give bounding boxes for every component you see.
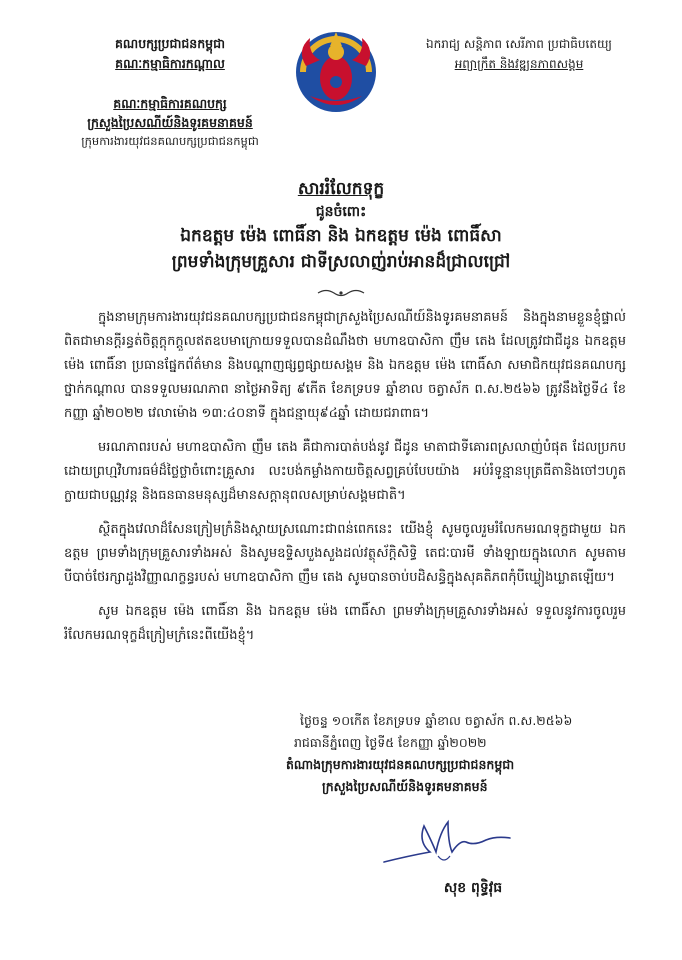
on-behalf-line: តំណាងក្រុមការងារយុវជនគណបក្សប្រជាជនកម្ពុជា: [286, 757, 515, 772]
central-committee: គណៈកម្មាធិការកណ្តាល: [115, 56, 225, 71]
paragraph-1: ក្នុងនាមក្រុមការងារយុវជនគណបក្សប្រជាជនកម្ពុជាក្រសួងប្រៃសណីយ៍និងទូរគមនាគមន៍ និងក្នុងនាមខ្លួនខ្ញុំផ្ទាល់ ពិតជាមានក្តីរន្ធត់ចិត្តក្តុកក្តួលឥតឧបមាក្រោយទទួលបានដំណឹងថា មហាឧបាសិកា ញឹម តេង ដែលត្រូវជាជីដូន ឯកឧត្តម ម៉េង ពោធិ៍នា ប្រធានផ្នែកព័ត៌មាន និងបណ្តាញផ្សព្វផ្សាយសង្គម និង ឯកឧត្តម ម៉េង ពោធិ៍សា សមាជិកយុវជនគណបក្សថ្នាក់កណ្តាល បានទទួលមរណភាព នាថ្ងៃអាទិត្យ ៩កើត ខែភទ្របទ ឆ្នាំខាល ចត្វាស័ក ព.ស.២៥៦៦ ត្រូវនឹងថ្ងៃទី៤ ខែកញ្ញា ឆ្នាំ២០២២ វេលាម៉ោង ១៣:៤០នាទី ក្នុងជន្មាយុ៩៤ឆ្នាំ ដោយជរាពាធ។: [64, 310, 626, 421]
department-block: [50, 94, 290, 151]
motto-line-1: ឯករាជ្យ សន្តិភាព សេរីភាព ប្រជាធិបតេយ្យ: [426, 37, 612, 51]
signature-stroke: [384, 822, 510, 862]
committee-name: គណៈកម្មាធិការគណបក្ស: [113, 96, 227, 111]
addressed-to: ជូនចំពោះ: [315, 204, 367, 220]
party-emblem-graphic: [286, 20, 386, 120]
ministry-line: ក្រសួងប្រៃសណីយ៍និងទូរគមនាគមន៍: [322, 779, 488, 794]
letter-title: សាររំលែកទុក្ខ: [297, 179, 385, 199]
party-logo-icon: [286, 20, 386, 120]
logo-figure-head: [328, 44, 344, 60]
youth-group-name: ក្រុមការងារយុវជនគណបក្សប្រជាជនកម្ពុជា: [81, 134, 259, 148]
motto-line-2: អព្យាក្រឹត និងវឌ្ឍនភាពសង្គម: [454, 57, 584, 71]
party-header: [60, 34, 280, 74]
lunar-date: ថ្ងៃចន្ទ ១០កើត ខែភទ្របទ ឆ្នាំខាល ចត្វាស័ក ព.ស.២៥៦៦: [300, 713, 573, 728]
letter-title-block: [0, 177, 682, 275]
paragraph-4: សូម ឯកឧត្តម ម៉េង ពោធិ៍នា និង ឯកឧត្តម ម៉េង ពោធិ៍សា ព្រមទាំងក្រុមគ្រួសារទាំងអស់ ទទួលនូវការចូលរួមរំលែកមរណទុក្ខដ៏ក្រៀមក្រំនេះពីយើងខ្ញុំ។: [64, 604, 626, 643]
place-date: រាជធានីភ្នំពេញ ថ្ងៃទី៥ ខែកញ្ញា ឆ្នាំ២០២២: [294, 735, 487, 750]
signer-name: សុខ ពុទ្ធិវុធ: [443, 880, 503, 896]
logo-center-mark: [330, 76, 342, 88]
signature-graphic: [378, 812, 518, 872]
party-name: គណបក្សប្រជាជនកម្ពុជា: [115, 36, 225, 51]
recipients-family: ព្រមទាំងក្រុមគ្រួសារ ជាទីស្រលាញ់រាប់អានដ៏ជ្រាលជ្រៅ: [171, 252, 511, 272]
ornament-graphic: [316, 287, 366, 299]
ornament-divider-icon: [316, 284, 366, 296]
signature-flourish: [438, 856, 450, 860]
paragraph-3: ស្ថិតក្នុងវេលាដ៏សែនក្រៀមក្រំនិងស្តាយស្រណោះជាពន់ពេកនេះ យើងខ្ញុំ សូមចូលរួមរំលែកមរណទុក្ខជាមួយ ឯកឧត្តម ព្រមទាំងក្រុមគ្រួសារទាំងអស់ និងសូមឧទ្ទិសបួងសួងដល់វត្ថុស័ក្តិសិទ្ធិ តេជៈបារមី ទាំងឡាយក្នុងលោក សូមតាមបីបាច់ថែរក្សាដួងវិញ្ញាណក្ខន្ធរបស់ មហាឧបាសិកា ញឹម តេង សូមបានចាប់បដិសន្ធិក្នុងសុគតិភពកុំបីឃ្លៀងឃ្លាតឡើយ។: [64, 522, 626, 585]
paragraph-2: មរណភាពរបស់ មហាឧបាសិកា ញឹម តេង គឺជាការបាត់បង់នូវ ជីដូន មាតាជាទីគោរពស្រលាញ់បំផុត ដែលប្រកបដោយព្រហ្មវិហារធម៌ដ៏ថ្លៃថ្លាចំពោះគ្រួសារ លះបង់កម្លាំងកាយចិត្តសព្វគ្រប់បែបយ៉ាង អប់រំទូន្មានបុត្រធីតានិងចៅៗហូតក្លាយជាបណ្ណវន្ត និងធនធានមនុស្សដ៏មានសក្តានុពលសម្រាប់សង្គមជាតិ។: [64, 440, 626, 503]
recipients: ឯកឧត្តម ម៉េង ពោធិ៍នា និង ឯកឧត្តម ម៉េង ពោធិ៍សា: [180, 226, 502, 246]
closing-block: [286, 710, 646, 798]
national-motto: [404, 34, 634, 74]
ornament-dot: [339, 291, 342, 294]
ministry-name: ក្រសួងប្រៃសណីយ៍និងទូរគមនាគមន៍: [87, 115, 253, 130]
letter-body: [64, 306, 626, 658]
signature-icon: [378, 812, 518, 872]
